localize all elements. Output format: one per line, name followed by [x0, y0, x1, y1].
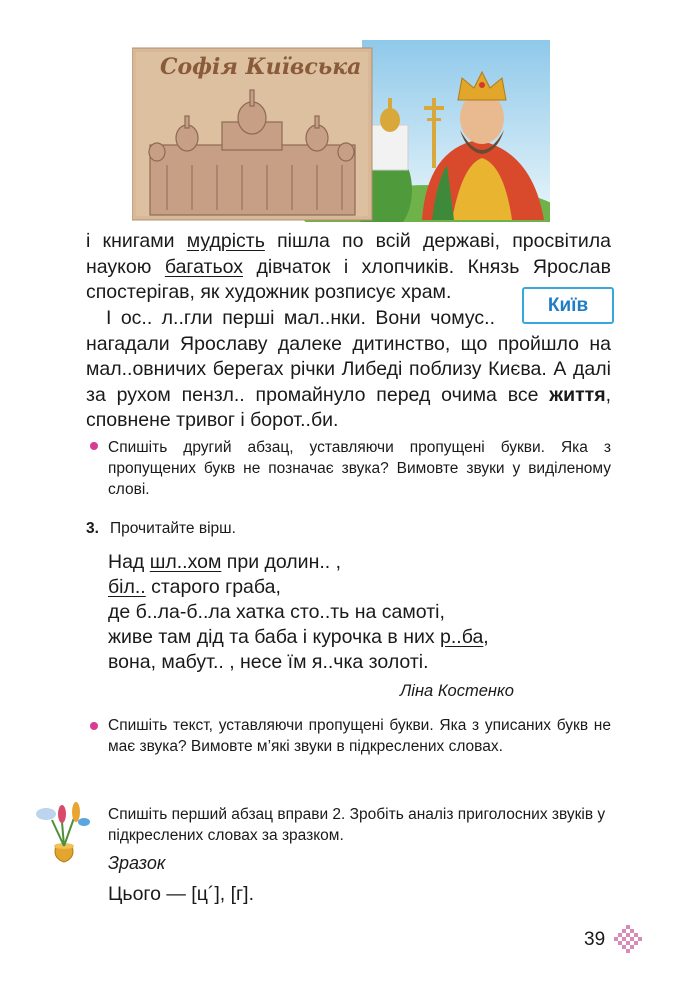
p1-text-c: дівчаток і хлопчиків. Князь Ярослав спостерігав, як художник розписує храм. — [86, 255, 611, 303]
p2-text-a: І ос.. л..гли перші мал..нки. Вони чомус.. нагадали Ярославу далеке дитинство, що пройшло на мал..овничих берегах річки Либеді поблизу Києва. А далі за рухом пензл.. промайнуло перед очима все — [86, 307, 611, 406]
sample-text: Цього — [ц´], [г]. — [108, 883, 254, 905]
underlined-word-bahatokh: багатьох — [164, 255, 243, 278]
cathedral-banner-icon — [132, 40, 550, 222]
embroidery-ornament-icon — [614, 925, 642, 958]
underlined-word-ryaba: р..ба — [440, 626, 484, 648]
poem-line-3: де б..ла-б..ла хатка сто..ть на самоті, — [108, 601, 445, 623]
word-box-kyiv: Київ — [522, 287, 614, 324]
underlined-word-shlyakhom: шл..хом — [149, 551, 222, 573]
task-b-text: Спишіть текст, уставляючи пропущені букви. Яка з уписаних букв не має звука? Вимовте м’які звуки в підкреслених словах. — [108, 717, 611, 755]
reading-paragraph-2 — [86, 306, 611, 434]
poem-line-5: вона, мабут.. , несе їм я..чка золоті. — [108, 651, 429, 673]
bold-word-zhyttia: життя — [549, 383, 606, 406]
page-number: 39 — [584, 929, 606, 950]
task-a-bullet — [90, 442, 98, 450]
underlined-word-bil: біл.. — [108, 576, 146, 598]
exercise-3-instruction: Прочитайте вірш. — [110, 520, 236, 537]
poem-line-2: біл.. старого граба, — [108, 576, 281, 598]
exercise-3-number: 3. — [86, 520, 99, 537]
poem-line-1: Над шл..хом при долин.. , — [108, 551, 342, 573]
poem — [108, 550, 489, 675]
banner-illustration — [132, 40, 550, 222]
underlined-word-mudrist: мудрість — [186, 230, 265, 252]
poem-author: Ліна Костенко — [400, 682, 514, 700]
homework-vase-icon — [34, 800, 94, 871]
p1-text-a: і книгами — [86, 230, 187, 252]
p2-text-b: , сповнене тривог і борот..би. — [86, 383, 611, 431]
poem-line-4: живе там дід та баба і курочка в них р..ба, — [108, 626, 489, 648]
task-b-bullet — [90, 722, 98, 730]
task-a-text: Спишіть другий абзац, уставляючи пропущені букви. Яка з пропущених букв не позначає звука? Вимовте звуки у виділеному слові. — [108, 439, 611, 498]
sample-label: Зразок — [108, 853, 166, 873]
homework-text: Спишіть перший абзац вправи 2. Зробіть аналіз приголосних звуків у підкреслених словах за зразком. — [108, 806, 606, 844]
banner-title: Софія Київська — [160, 54, 362, 80]
p1-text-b: пішла по всій державі, просвітила наукою — [86, 230, 611, 278]
